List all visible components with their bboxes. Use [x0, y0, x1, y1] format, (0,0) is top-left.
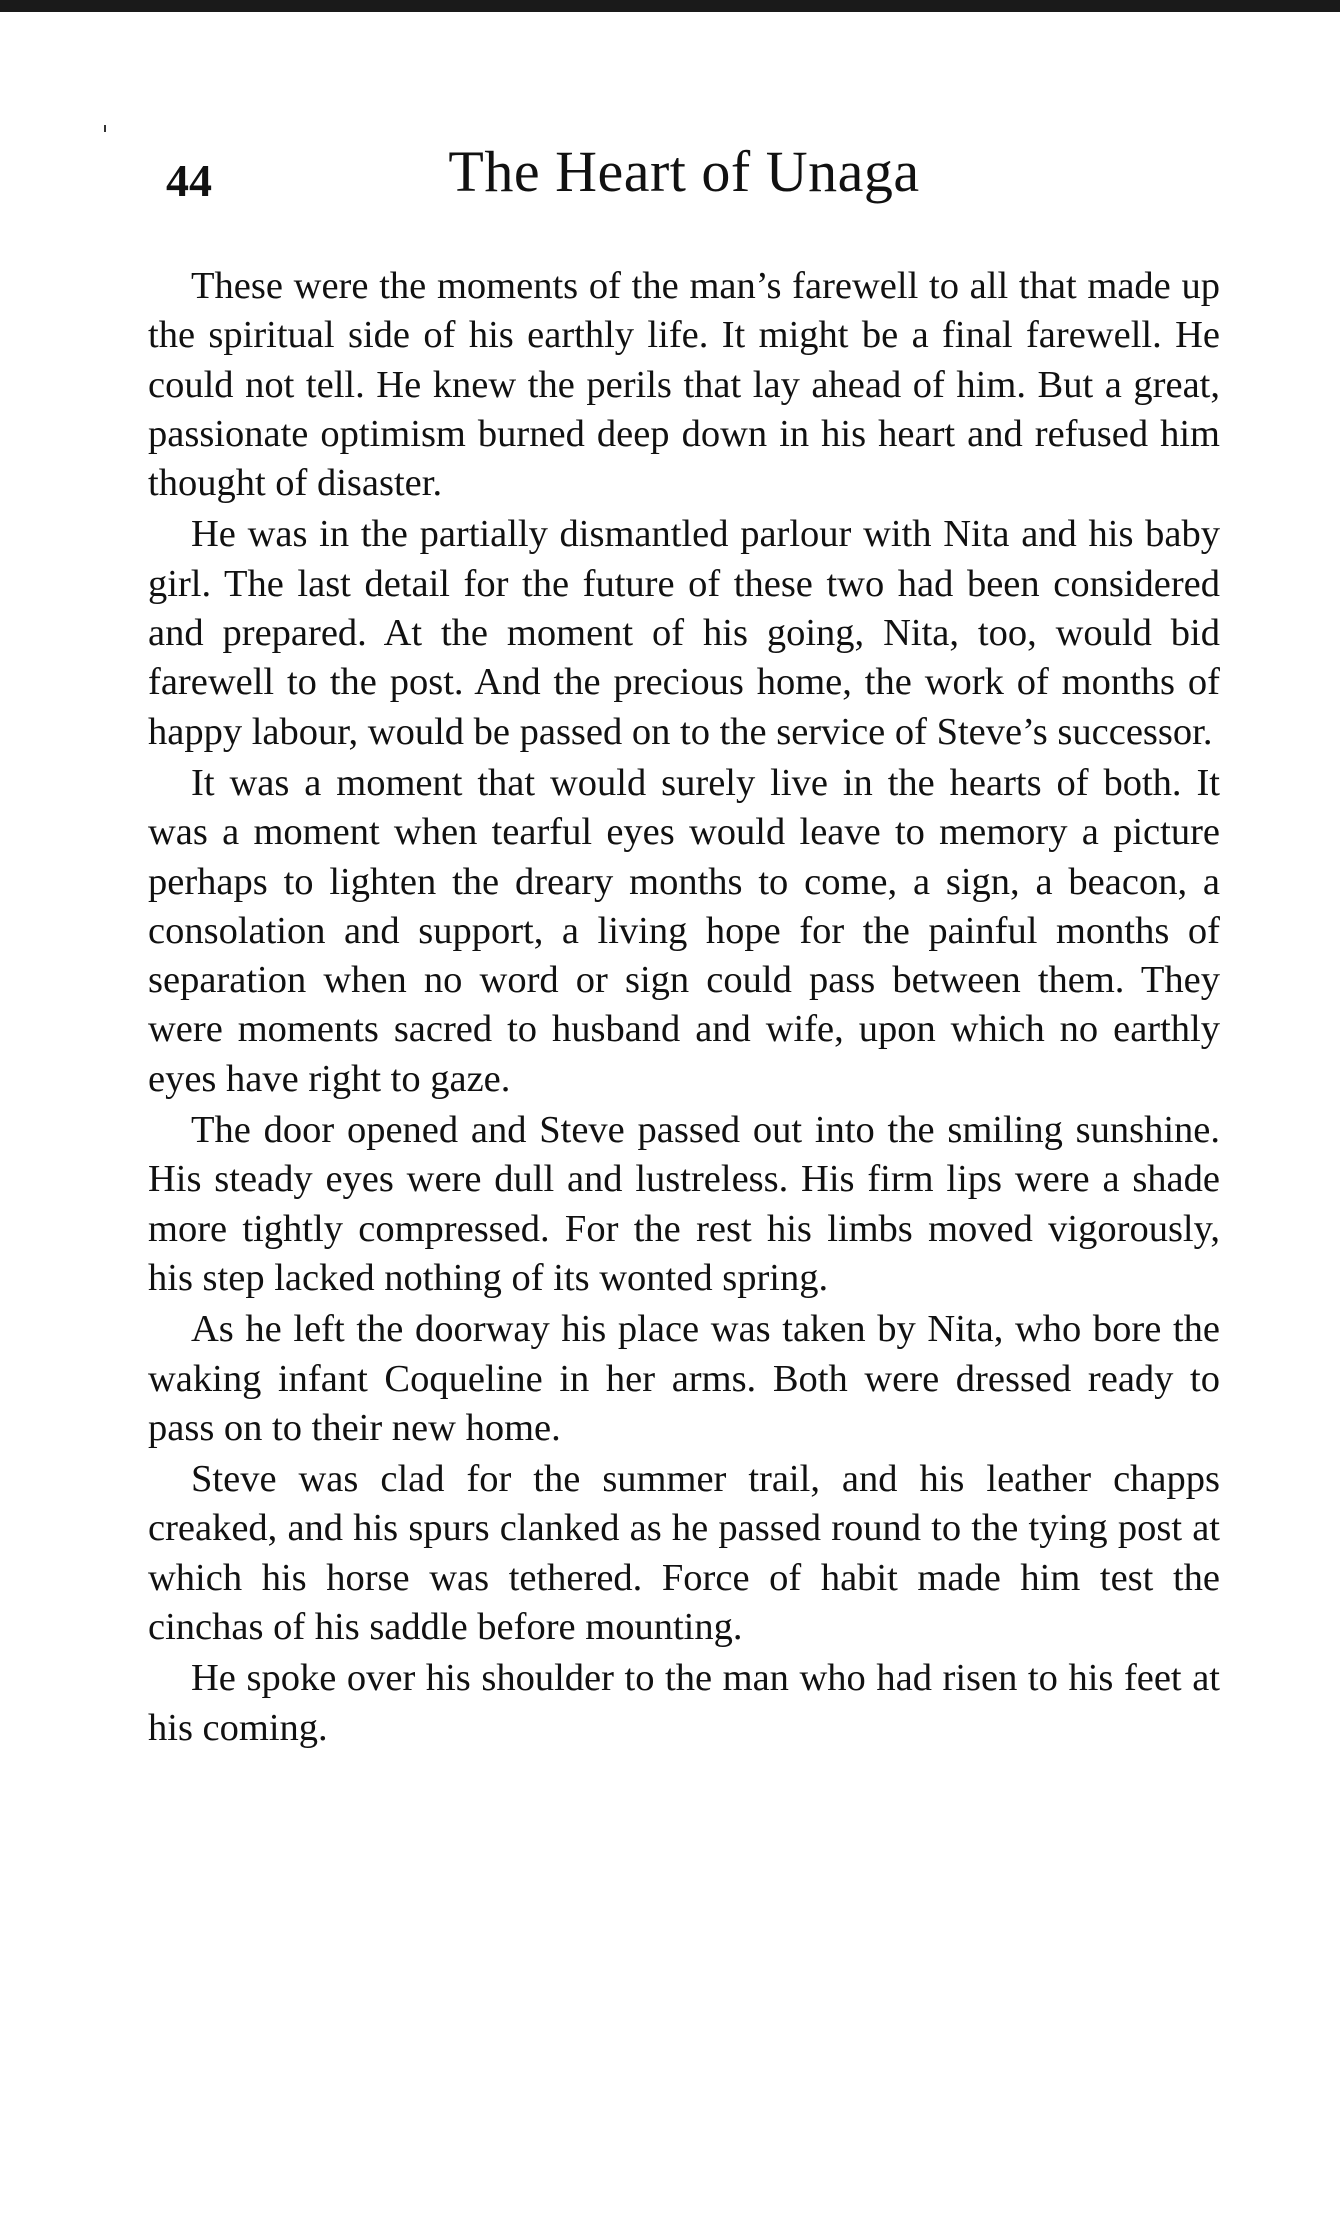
paragraph-3: It was a moment that would surely live in the hearts of both. It was a moment when tearful eyes would leave to memory a picture perhaps to lighten the dreary months to come, a sign, a beacon, a consolation and support, a living hope for the painful months of separation when no word or sign could pass between them. They were moments sacred to husband and wife, upon which no earthly eyes have right to gaze. [148, 761, 1220, 1100]
paragraph-7: He spoke over his shoulder to the man who had risen to his feet at his coming. [148, 1657, 1220, 1749]
book-page [148, 138, 1220, 1755]
page-number: 44 [166, 155, 212, 206]
paragraph-5: As he left the doorway his place was taken by Nita, who bore the waking infant Coqueline in her arms. Both were dressed ready to pass on to their new home. [148, 1308, 1220, 1449]
body-text [148, 262, 1220, 1753]
paragraph-6: Steve was clad for the summer trail, and his leather chapps creaked, and his spurs clanked as he passed round to the tying post at which his horse was tethered. Force of habit made him test the cinchas of his saddle before mounting. [148, 1458, 1220, 1649]
paragraph-1: These were the moments of the man’s farewell to all that made up the spiritual side of his earthly life. It might be a final farewell. He could not tell. He knew the perils that lay ahead of him. But a great, passionate optimism burned deep down in his heart and refused him thought of disaster. [148, 265, 1220, 505]
paragraph-2: He was in the partially dismantled parlour with Nita and his baby girl. The last detail for the future of these two had been considered and prepared. At the moment of his going, Nita, too, would bid farewell to the post. And the precious home, the work of months of happy labour, would be passed on to the service of Steve’s successor. [148, 513, 1220, 753]
paragraph-4: The door opened and Steve passed out into the smiling sunshine. His steady eyes were dull and lustreless. His firm lips were a shade more tightly compressed. For the rest his limbs moved vigorously, his step lacked nothing of its wonted spring. [148, 1109, 1220, 1299]
scan-speck [104, 125, 106, 132]
running-title: The Heart of Unaga [448, 139, 920, 204]
running-head [148, 138, 1220, 230]
scan-top-edge [0, 0, 1340, 12]
